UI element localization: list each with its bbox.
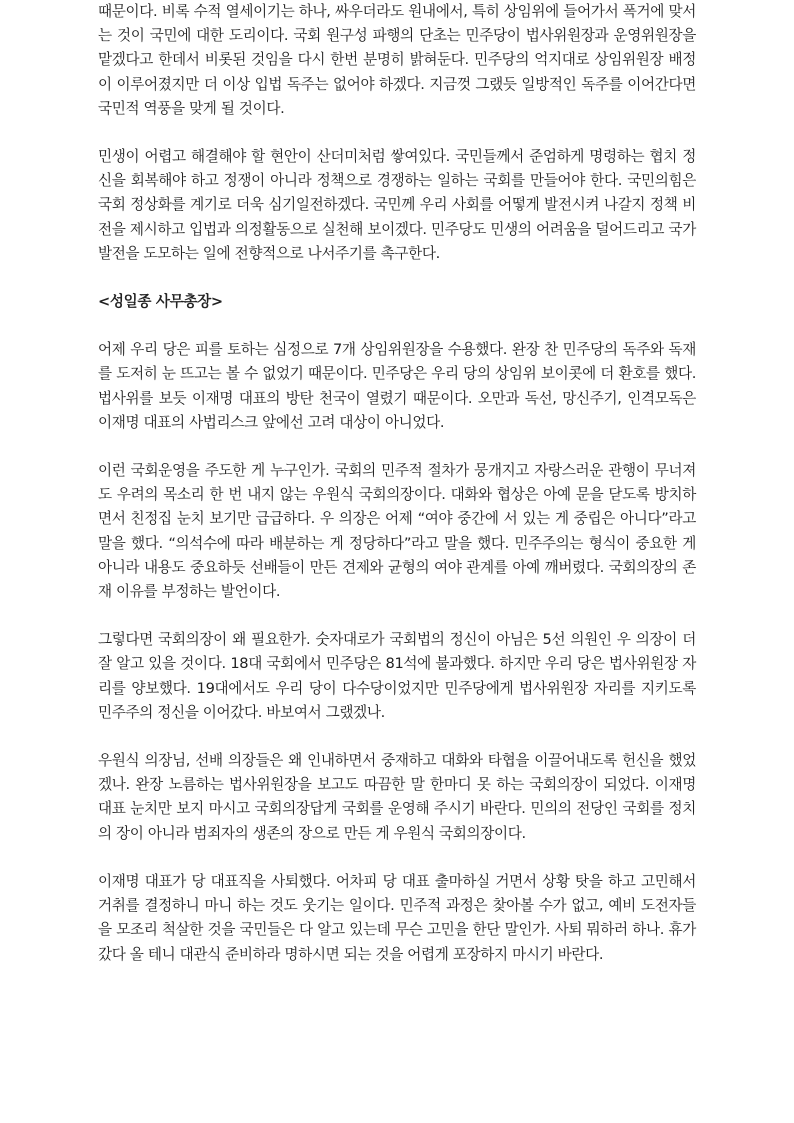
paragraph: 이런 국회운영을 주도한 게 누구인가. 국회의 민주적 절차가 뭉개지고 자랑스러운 관행이 무너져도 우려의 목소리 한 번 내지 않는 우원식 국회의장이다. 대화와 협상은 아예 문을 닫도록 방치하면서 친정집 눈치 보기만 급급하다. 우 의장은 어제 “여야 중간에 서 있는 게 중립은 아니다”라고 말을 했다. “의석수에 따라 배분하는 게 정당하다”라고 말을 했다. 민주주의는 형식이 중요한 게 아니라 내용도 중요하듯 선배들이 만든 견제와 균형의 여야 관계를 아예 깨버렸다. 국회의장의 존재 이유를 부정하는 발언이다.	[98, 462, 696, 601]
document-body	[98, 0, 696, 991]
paragraph: 어제 우리 당은 피를 토하는 심정으로 7개 상임위원장을 수용했다. 완장 찬 민주당의 독주와 독재를 도저히 눈 뜨고는 볼 수 없었기 때문이다. 민주당은 우리 당의 상임위 보이콧에 더 환호를 했다. 법사위를 보듯 이재명 대표의 방탄 천국이 열렸기 때문이다. 오만과 독선, 망신주기, 인격모독은 이재명 대표의 사법리스크 앞에선 고려 대상이 아니었다.	[98, 341, 696, 431]
paragraph: 그렇다면 국회의장이 왜 필요한가. 숫자대로가 국회법의 정신이 아님은 5선 의원인 우 의장이 더 잘 알고 있을 것이다. 18대 국회에서 민주당은 81석에 불과했다. 하지만 우리 당은 법사위원장 자리를 양보했다. 19대에서도 우리 당이 다수당이었지만 민주당에게 법사위원장 자리를 지키도록 민주주의 정신을 이어갔다. 바보여서 그랬겠나.	[98, 631, 696, 721]
paragraph: 우원식 의장님, 선배 의장들은 왜 인내하면서 중재하고 대화와 타협을 이끌어내도록 헌신을 했었겠나. 완장 노름하는 법사위원장을 보고도 따끔한 말 한마디 못 하는 국회의장이 되었다. 이재명 대표 눈치만 보지 마시고 국회의장답게 국회를 운영해 주시기 바란다. 민의의 전당인 국회를 정치의 장이 아니라 범죄자의 생존의 장으로 만든 게 우원식 국회의장이다.	[98, 752, 696, 842]
paragraph: 때문이다. 비록 수적 열세이기는 하나, 싸우더라도 원내에서, 특히 상임위에 들어가서 폭거에 맞서는 것이 국민에 대한 도리이다. 국회 원구성 파행의 단초는 민주당이 법사위원장과 운영위원장을 맡겠다고 한데서 비롯된 것임을 다시 한번 분명히 밝혀둔다. 민주당의 억지대로 상임위원장 배정이 이루어졌지만 더 이상 입법 독주는 없어야 하겠다. 지금껏 그랬듯 일방적인 독주를 이어간다면 국민적 역풍을 맞게 될 것이다.	[98, 3, 696, 117]
paragraph: 민생이 어렵고 해결해야 할 현안이 산더미처럼 쌓여있다. 국민들께서 준엄하게 명령하는 협치 정신을 회복해야 하고 정쟁이 아니라 정책으로 경쟁하는 일하는 국회를 만들어야 한다. 국민의힘은 국회 정상화를 계기로 더욱 심기일전하겠다. 국민께 우리 사회를 어떻게 발전시켜 나갈지 정책 비전을 제시하고 입법과 의정활동으로 실천해 보이겠다. 민주당도 민생의 어려움을 덜어드리고 국가 발전을 도모하는 일에 전향적으로 나서주기를 촉구한다.	[98, 148, 696, 262]
section-heading: <성일종 사무총장>	[98, 293, 223, 311]
paragraph: 이재명 대표가 당 대표직을 사퇴했다. 어차피 당 대표 출마하실 거면서 상황 탓을 하고 고민해서 거취를 결정하니 마니 하는 것도 웃기는 일이다. 민주적 과정은 찾아볼 수가 없고, 예비 도전자들을 모조리 척살한 것을 국민들은 다 알고 있는데 무슨 고민을 한단 말인가. 사퇴 뭐하러 하나. 휴가 갔다 올 테니 대관식 준비하라 명하시면 되는 것을 어렵게 포장하지 마시기 바란다.	[98, 872, 696, 963]
